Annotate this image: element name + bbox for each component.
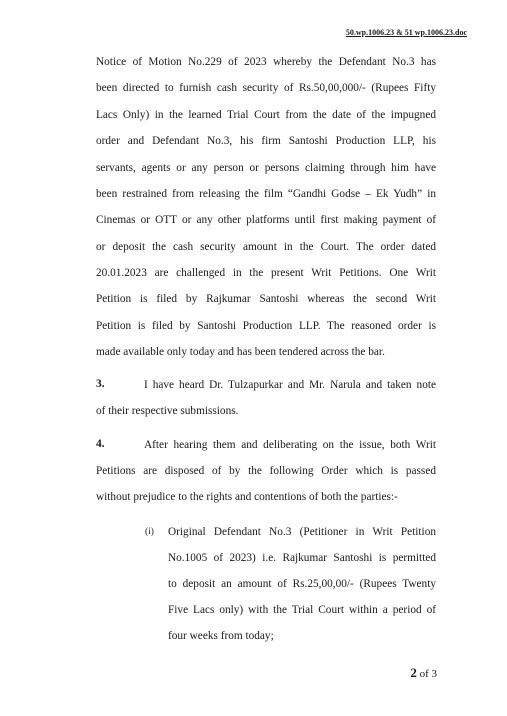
list-item-line: Original Defendant No.3 (Petitioner in Writ Petition <box>168 526 436 538</box>
list-item-line: No.1005 of 2023) i.e. Rajkumar Santoshi is permitted <box>168 552 436 564</box>
paragraph-number-3: 3. <box>96 378 105 390</box>
list-item-marker: (i) <box>145 527 154 537</box>
body-line: or deposit the cash security amount in the Court. The order dated <box>96 241 436 253</box>
body-line: made available only today and has been tendered across the bar. <box>96 346 385 358</box>
body-line: servants, agents or any person or persons claiming through him have <box>96 162 436 174</box>
page-number-current: 2 <box>410 665 417 680</box>
list-item-line: to deposit an amount of Rs.25,00,00/- (Rupees Twenty <box>168 578 436 590</box>
body-line: Petition is filed by Rajkumar Santoshi whereas the second Writ <box>96 293 436 305</box>
body-line: Lacs Only) in the learned Trial Court from the date of the impugned <box>96 109 436 121</box>
body-line: Cinemas or OTT or any other platforms until first making payment of <box>96 214 436 226</box>
paragraph-4-line: After hearing them and deliberating on the issue, both Writ <box>144 439 436 451</box>
paragraph-3-line: of their respective submissions. <box>96 405 239 417</box>
body-line: order and Defendant No.3, his firm Santoshi Production LLP, his <box>96 135 436 147</box>
paragraph-3-line: I have heard Dr. Tulzapurkar and Mr. Narula and taken note <box>144 379 436 391</box>
body-line: Notice of Motion No.229 of 2023 whereby the Defendant No.3 has <box>96 56 436 68</box>
paragraph-4-line: Petitions are disposed of by the following Order which is passed <box>96 465 436 477</box>
list-item-line: Five Lacs only) with the Trial Court within a period of <box>168 604 436 616</box>
body-line: been directed to furnish cash security of Rs.50,00,000/- (Rupees Fifty <box>96 82 436 94</box>
body-line: been restrained from releasing the film “Gandhi Godse – Ek Yudh” in <box>96 188 436 200</box>
page-number <box>410 665 437 681</box>
document-reference: 50.wp.1006.23 & 51 wp.1006.23.doc <box>345 28 467 37</box>
body-line: 20.01.2023 are challenged in the present Writ Petitions. One Writ <box>96 267 436 279</box>
body-line: Petition is filed by Santoshi Production LLP. The reasoned order is <box>96 320 436 332</box>
paragraph-4-line: without prejudice to the rights and contentions of both the parties:- <box>96 491 398 503</box>
page-number-total: of 3 <box>419 668 437 680</box>
list-item-line: four weeks from today; <box>168 630 274 642</box>
paragraph-number-4: 4. <box>96 438 105 450</box>
